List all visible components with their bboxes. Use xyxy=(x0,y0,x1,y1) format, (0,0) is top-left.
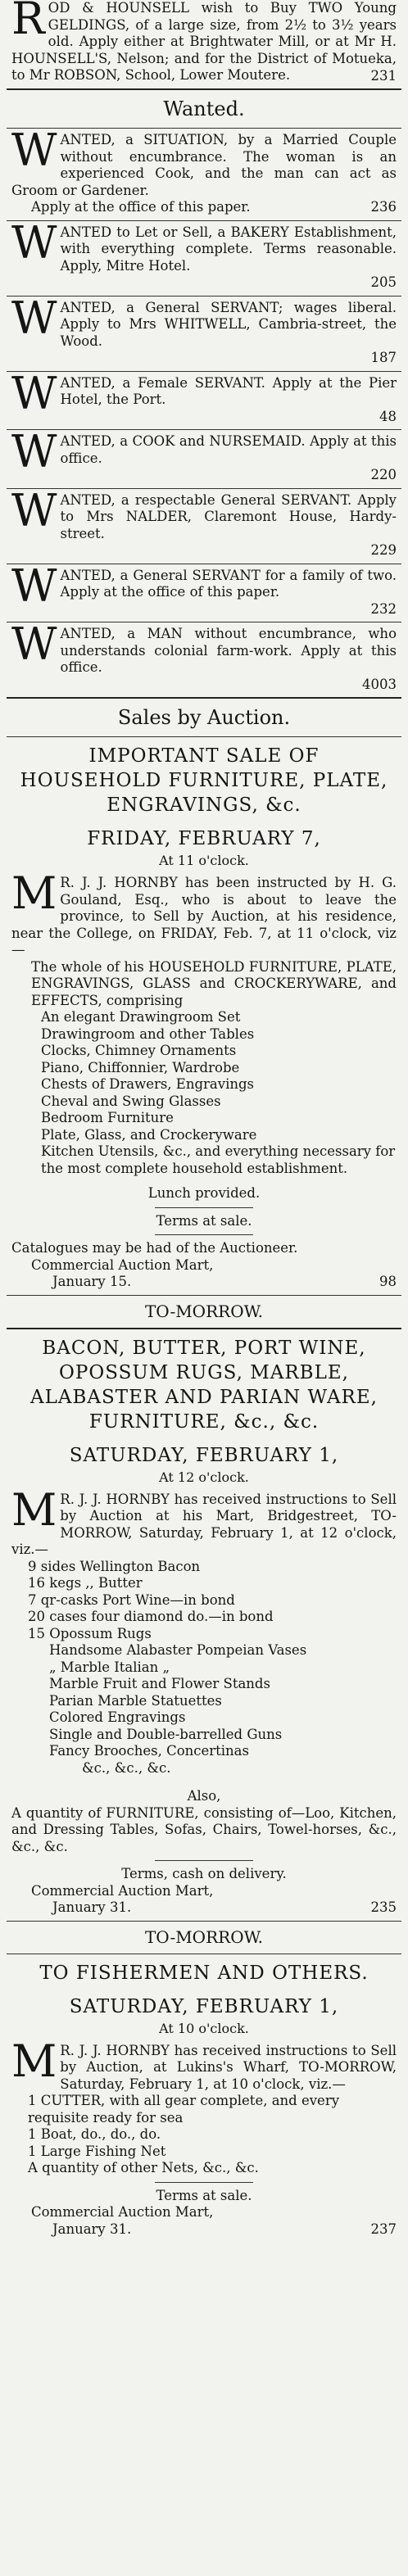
auction-title: TO FISHERMEN AND OTHERS. xyxy=(39,1962,369,1984)
ad-number: 98 xyxy=(379,1274,397,1289)
dateline: January 15. xyxy=(52,1274,132,1289)
drop-cap: M xyxy=(11,1483,57,1536)
auction-notice xyxy=(7,737,401,1296)
list-item: 1 Boat, do., do., do. xyxy=(28,2126,161,2142)
divider xyxy=(155,1207,253,1208)
list-item: Kitchen Utensils, &c., and everything necessary for the most complete household establishment. xyxy=(41,1143,396,1176)
terms: Terms at sale. xyxy=(156,2187,252,2203)
drop-cap: W xyxy=(11,559,57,612)
drop-cap: W xyxy=(11,292,57,344)
lunch-note: Lunch provided. xyxy=(147,1185,261,1201)
drop-cap: W xyxy=(11,426,57,478)
ad-text: ANTED, a General SERVANT; wages liberal. Apply to Mrs WHITWELL, Cambria-street, the Wood. xyxy=(60,299,397,349)
wanted-ad xyxy=(7,426,401,489)
tomorrow-heading: TO-MORROW. xyxy=(7,1922,401,1954)
ad-number: 235 xyxy=(370,1899,397,1915)
furniture-text: A quantity of FURNITURE, consisting of—Loo, Kitchen, and Dressing Tables, Sofas, Chairs, Towel-horses, &c., &c., &c. xyxy=(11,1804,397,1854)
auction-items-2 xyxy=(49,1642,397,1777)
list-item: „ Marble Italian „ xyxy=(49,1659,170,1675)
wanted-ad xyxy=(7,559,401,623)
list-item: Piano, Chiffonnier, Wardrobe xyxy=(41,1059,240,1075)
list-item: An elegant Drawingroom Set xyxy=(41,1009,241,1025)
auction-title: BACON, BUTTER, PORT WINE, OPOSSUM RUGS, MARBLE, ALABASTER AND PARIAN WARE, FURNITURE, &c., &c. xyxy=(30,1337,378,1433)
ad-rod-hounsell xyxy=(7,0,401,90)
list-item: A quantity of other Nets, &c., &c. xyxy=(28,2160,259,2175)
list-item: &c., &c., &c. xyxy=(82,1759,171,1776)
terms: Terms at sale. xyxy=(156,1212,252,1229)
list-item: 1 CUTTER, with all gear complete, and every requisite ready for sea xyxy=(28,2093,340,2126)
wanted-ad xyxy=(7,484,401,564)
dateline: January 31. xyxy=(52,2221,132,2237)
wanted-heading: Wanted. xyxy=(7,90,401,129)
ad-text: ANTED, a General SERVANT for a family of two. Apply at the office of this paper. xyxy=(60,567,397,600)
wanted-ad xyxy=(7,618,401,699)
ad-text: OD & HOUNSELL wish to Buy TWO Young GELDINGS, of a large size, from 2½ to 3½ years old. Apply either at Brightwater Mill, or at Mr H. HOUNSELL'S, Nelson; and for the District of Motueka, to Mr ROBSON, School, Lower Moutere. xyxy=(11,0,397,83)
auction-items xyxy=(28,2093,397,2177)
ad-number: 187 xyxy=(370,350,397,365)
auction-body: The whole of his HOUSEHOLD FURNITURE, PLATE, ENGRAVINGS, GLASS and CROCKERYWARE, and EFFECTS, comprising xyxy=(31,958,397,1008)
ad-number: 4003 xyxy=(362,676,397,692)
ad-apply: Apply at the office of this paper. xyxy=(31,199,251,215)
ad-number: 232 xyxy=(370,600,397,617)
list-item: Drawingroom and other Tables xyxy=(41,1025,255,1042)
auction-items xyxy=(28,1559,397,1643)
list-item: Bedroom Furniture xyxy=(41,1110,174,1125)
divider xyxy=(155,1860,253,1861)
auction-notice xyxy=(7,1954,401,2243)
mart-name: Commercial Auction Mart, xyxy=(31,1882,214,1899)
list-item: Parian Marble Statuettes xyxy=(49,1692,222,1709)
auction-time: At 12 o'clock. xyxy=(159,1469,249,1485)
ad-text: ANTED, a MAN without encumbrance, who understands colonial farm-work. Apply at this office. xyxy=(60,626,397,675)
ad-text: ANTED to Let or Sell, a BAKERY Establishment, with everything complete. Terms reasonable. Apply, Mitre Hotel. xyxy=(60,224,397,274)
list-item: 20 cases four diamond do.—in bond xyxy=(28,1609,274,1624)
auction-date: SATURDAY, FEBRUARY 1, xyxy=(69,1995,339,2017)
ad-text: ANTED, a SITUATION, by a Married Couple without encumbrance. The woman is an experienced Cook, and the man can act as Groom or Gardener. xyxy=(11,132,397,198)
list-item: Colored Engravings xyxy=(49,1709,186,1725)
list-item: Marble Fruit and Flower Stands xyxy=(49,1676,270,1691)
auction-intro: R. J. J. HORNBY has received instructions to Sell by Auction at his Mart, Bridgestreet, TO-MORROW, Saturday, February 1, at 12 o'clock, viz.— xyxy=(11,1491,397,1557)
mart-name: Commercial Auction Mart, xyxy=(31,1256,214,1273)
sales-heading: Sales by Auction. xyxy=(7,699,401,737)
list-item: 9 sides Wellington Bacon xyxy=(28,1558,201,1574)
wanted-ad xyxy=(7,367,401,431)
ad-number: 229 xyxy=(370,542,397,558)
mart-name: Commercial Auction Mart, xyxy=(31,2204,214,2220)
list-item: Single and Double-barrelled Guns xyxy=(49,1726,283,1742)
ad-number: 48 xyxy=(379,408,397,424)
list-item: Chests of Drawers, Engravings xyxy=(41,1076,255,1092)
list-item: Cheval and Swing Glasses xyxy=(41,1093,221,1109)
ad-number: 205 xyxy=(370,274,397,290)
drop-cap: W xyxy=(11,367,57,419)
wanted-ad xyxy=(7,124,401,221)
drop-cap: W xyxy=(11,484,57,536)
drop-cap: W xyxy=(11,124,57,176)
ad-number: 220 xyxy=(370,467,397,482)
divider xyxy=(155,1234,253,1235)
divider xyxy=(155,2182,253,2183)
list-item: 16 kegs ,, Butter xyxy=(28,1575,143,1591)
tomorrow-heading: TO-MORROW. xyxy=(7,1296,401,1329)
list-item: Fancy Brooches, Concertinas xyxy=(49,1743,249,1759)
also-label: Also, xyxy=(187,1788,221,1804)
auction-notice xyxy=(7,1329,401,1922)
ad-number: 231 xyxy=(370,67,397,84)
ad-number: 237 xyxy=(370,2221,397,2237)
list-item: 15 Opossum Rugs xyxy=(28,1625,152,1641)
drop-cap: M xyxy=(11,867,57,919)
drop-cap: W xyxy=(11,216,57,269)
auction-date: FRIDAY, FEBRUARY 7, xyxy=(87,828,321,849)
auction-time: At 11 o'clock. xyxy=(159,853,249,868)
list-item: Clocks, Chimney Ornaments xyxy=(41,1043,237,1058)
ad-text: ANTED, a respectable General SERVANT. Apply to Mrs NALDER, Claremont House, Hardy-street. xyxy=(60,491,397,541)
catalogues-note: Catalogues may be had of the Auctioneer. xyxy=(11,1240,298,1256)
wanted-ad xyxy=(7,216,401,297)
auction-title: IMPORTANT SALE OF HOUSEHOLD FURNITURE, PLATE, ENGRAVINGS, &c. xyxy=(20,745,388,816)
auction-intro: R. J. J. HORNBY has received instructions to Sell by Auction, at Lukins's Wharf, TO-MORROW, Saturday, February 1, at 10 o'clock, viz.— xyxy=(60,2042,397,2092)
auction-time: At 10 o'clock. xyxy=(159,2020,249,2036)
drop-cap: R xyxy=(11,0,45,44)
list-item: Handsome Alabaster Pompeian Vases xyxy=(49,1642,307,1658)
drop-cap: W xyxy=(11,618,57,670)
list-item: 1 Large Fishing Net xyxy=(28,2143,166,2159)
ad-number: 236 xyxy=(370,199,397,215)
auction-intro: R. J. J. HORNBY has been instructed by H. G. Gouland, Esq., who is about to leave the province, to Sell by Auction, at his residence, near the College, on FRIDAY, Feb. 7, at 11 o'clock, viz — xyxy=(11,875,397,958)
ad-text: ANTED, a COOK and NURSEMAID. Apply at this office. xyxy=(60,433,397,466)
ad-text: ANTED, a Female SERVANT. Apply at the Pier Hotel, the Port. xyxy=(60,374,397,407)
dateline: January 31. xyxy=(52,1899,132,1915)
list-item: 7 qr-casks Port Wine—in bond xyxy=(28,1591,235,1608)
drop-cap: M xyxy=(11,2035,57,2087)
auction-date: SATURDAY, FEBRUARY 1, xyxy=(69,1444,339,1466)
auction-items xyxy=(41,1009,397,1177)
list-item: Plate, Glass, and Crockeryware xyxy=(41,1126,257,1143)
terms: Terms, cash on delivery. xyxy=(121,1866,287,1881)
wanted-ad xyxy=(7,292,401,372)
